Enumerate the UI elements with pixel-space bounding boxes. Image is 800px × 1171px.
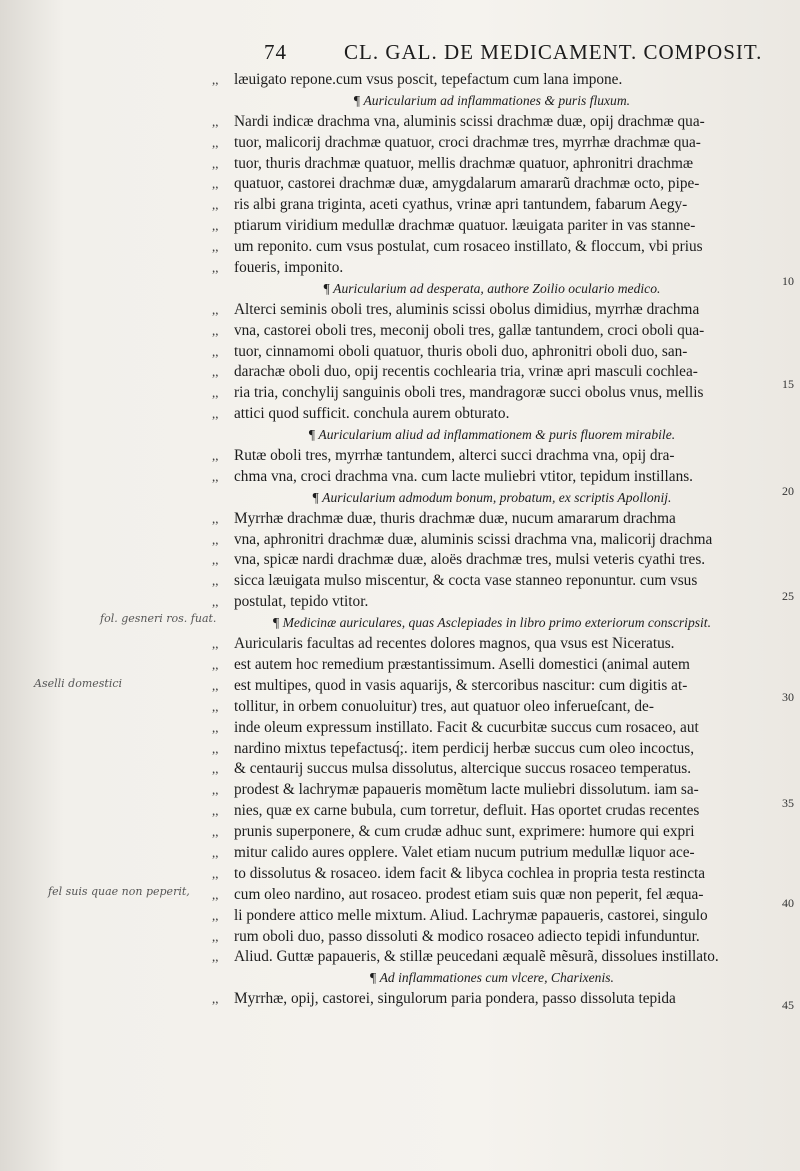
margin-note: fel suis quae non peperit, (48, 885, 190, 898)
line-text: inde oleum expressum instillato. Facit & cucurbitæ succus cum rosaceo, aut (234, 718, 699, 736)
text-line (212, 843, 772, 864)
quotation-mark: ,, (212, 949, 219, 965)
text-line (212, 362, 772, 383)
line-number: 25 (782, 589, 794, 603)
page-number: 74 (264, 40, 287, 64)
text-line (212, 154, 772, 175)
line-text: prodest & lachrymæ papaueris momẽtum lacte muliebri dissolutum. iam sa- (234, 781, 699, 799)
quotation-mark: ,, (212, 260, 219, 276)
line-text: chma vna, croci drachma vna. cum lacte muliebri vtitor, tepidum instillans. (234, 467, 694, 485)
quotation-mark: ,, (212, 406, 219, 422)
text-line (212, 300, 772, 321)
line-text: prunis superponere, & cum crudæ adhuc sunt, exprimere: humore qui expri (234, 823, 695, 841)
text-line (212, 718, 772, 739)
quotation-mark: ,, (212, 719, 219, 735)
quotation-mark: ,, (212, 301, 219, 317)
quotation-mark: ,, (212, 468, 219, 484)
quotation-mark: ,, (212, 803, 219, 819)
quotation-mark: ,, (212, 322, 219, 338)
line-text: quatuor, castorei drachmæ duæ, amygdalarum amararũ drachmæ octo, pipe- (234, 175, 700, 193)
text-block (212, 70, 772, 1110)
text-line (212, 592, 772, 613)
quotation-mark: ,, (212, 364, 219, 380)
line-number: 40 (782, 896, 794, 910)
quotation-mark: ,, (212, 552, 219, 568)
line-text: ris albi grana triginta, aceti cyathus, vrinæ apri tantundem, fabarum Aegy- (234, 196, 688, 214)
text-line (212, 112, 772, 133)
line-text: tuor, cinnamomi oboli quatuor, thuris oboli duo, aphronitri oboli duo, san- (234, 342, 688, 360)
text-line (212, 739, 772, 760)
line-number: 10 (782, 274, 794, 288)
line-text: Aliud. Guttæ papaueris, & stillæ peucedani æqualẽ mẽsurã, dissolues instillato. (234, 948, 719, 966)
text-line (212, 404, 772, 425)
quotation-mark: ,, (212, 677, 219, 693)
quotation-mark: ,, (212, 573, 219, 589)
text-line (212, 258, 772, 279)
quotation-mark: ,, (212, 824, 219, 840)
quotation-mark: ,, (212, 239, 219, 255)
line-number: 30 (782, 690, 794, 704)
line-text: tollitur, in orbem conuoluitur) tres, aut quatuor oleo inferueſcant, de- (234, 697, 654, 715)
line-number: 15 (782, 377, 794, 391)
quotation-mark: ,, (212, 72, 219, 87)
heading-text: Auricularium admodum bonum, probatum, ex scriptis Apollonij. (322, 489, 672, 505)
quotation-mark: ,, (212, 531, 219, 547)
line-text: foueris, imponito. (234, 259, 344, 277)
heading-text: Auricularium aliud ad inflammationem & puris fluorem mirabile. (318, 427, 676, 443)
section-heading (212, 91, 772, 112)
quotation-mark: ,, (212, 218, 219, 234)
text-line (212, 676, 772, 697)
pilcrow-icon: ¶ (370, 970, 380, 986)
line-text: postulat, tepido vtitor. (234, 593, 369, 611)
quotation-mark: ,, (212, 991, 219, 1007)
line-text: Myrrhæ, opij, castorei, singulorum paria pondera, passo dissoluta tepida (234, 990, 676, 1008)
text-line (212, 530, 772, 551)
line-text: tuor, thuris drachmæ quatuor, mellis drachmæ quatuor, aphronitri drachmæ (234, 154, 694, 172)
line-text: tuor, malicorij drachmæ quatuor, croci drachmæ tres, myrrhæ drachmæ qua- (234, 133, 701, 151)
quotation-mark: ,, (212, 134, 219, 150)
text-line (212, 634, 772, 655)
line-text: ria tria, conchylij sanguinis oboli tres, mandragoræ succi obolus vnus, mellis (234, 384, 704, 402)
line-text: Alterci seminis oboli tres, aluminis scissi obolus dimidius, myrrhæ drachma (234, 300, 700, 318)
line-text: to dissolutus & rosaceo. idem facit & libyca cochlea in propria testa restincta (234, 864, 706, 882)
text-line (212, 550, 772, 571)
quotation-mark: ,, (212, 886, 219, 902)
line-text: rum oboli duo, passo dissoluti & modico rosaceo adiecto tepidi infunduntur. (234, 927, 700, 945)
text-line (212, 321, 772, 342)
line-number: 45 (782, 998, 794, 1012)
text-line (212, 759, 772, 780)
text-line (212, 383, 772, 404)
line-number: 35 (782, 796, 794, 810)
pilcrow-icon: ¶ (273, 615, 283, 631)
text-line (212, 864, 772, 885)
text-line (212, 70, 772, 91)
text-line (212, 780, 772, 801)
section-heading (212, 613, 772, 634)
quotation-mark: ,, (212, 594, 219, 610)
pilcrow-icon: ¶ (323, 280, 334, 296)
running-header (236, 36, 796, 66)
text-line (212, 571, 772, 592)
line-text: Nardi indicæ drachma vna, aluminis scissi drachmæ duæ, opij drachmæ qua- (234, 112, 705, 130)
quotation-mark: ,, (212, 656, 219, 672)
running-title: CL. GAL. DE MEDICAMENT. COMPOSIT. (344, 40, 763, 64)
section-heading (212, 425, 772, 446)
quotation-mark: ,, (212, 761, 219, 777)
quotation-mark: ,, (212, 928, 219, 944)
quotation-mark: ,, (212, 385, 219, 401)
quotation-mark: ,, (212, 865, 219, 881)
text-line (212, 446, 772, 467)
text-line (212, 801, 772, 822)
line-text: Myrrhæ drachmæ duæ, thuris drachmæ duæ, nucum amararum drachma (234, 509, 676, 527)
quotation-mark: ,, (212, 698, 219, 714)
margin-note: fol. gesneri ros. fuat. (100, 612, 217, 625)
heading-text: Medicinæ auriculares, quas Asclepiades in libro primo exteriorum conscripsit. (282, 615, 711, 631)
line-text: um reponito. cum vsus postulat, cum rosaceo instillato, & floccum, vbi prius (234, 238, 703, 256)
line-text: vna, aphronitri drachmæ duæ, aluminis scissi drachma vna, malicorij drachma (234, 530, 713, 548)
text-line (212, 133, 772, 154)
quotation-mark: ,, (212, 113, 219, 129)
text-line (212, 174, 772, 195)
quotation-mark: ,, (212, 343, 219, 359)
quotation-mark: ,, (212, 782, 219, 798)
text-line (212, 237, 772, 258)
line-text: sicca læuigata mulso miscentur, & cocta vase stanneo reponuntur. cum vsus (234, 572, 698, 590)
quotation-mark: ,, (212, 155, 219, 171)
quotation-mark: ,, (212, 510, 219, 526)
line-text: cum oleo nardino, aut rosaceo. prodest etiam suis quæ non peperit, fel æqua- (234, 885, 704, 903)
pilcrow-icon: ¶ (308, 427, 319, 443)
heading-text: Ad inflammationes cum vlcere, Charixenis. (379, 970, 614, 986)
text-line (212, 216, 772, 237)
quotation-mark: ,, (212, 197, 219, 213)
line-text: est multipes, quod in vasis aquarijs, & stercoribus nascitur: cum digitis at- (234, 676, 688, 694)
section-heading (212, 968, 772, 989)
quotation-mark: ,, (212, 740, 219, 756)
quotation-mark: ,, (212, 176, 219, 192)
text-line (212, 467, 772, 488)
section-heading (212, 279, 772, 300)
line-text: nardino mixtus tepefactusq́;. item perdicij herbæ succus cum oleo incoctus, (234, 739, 695, 757)
line-text: læuigato repone.cum vsus poscit, tepefactum cum lana impone. (234, 71, 623, 88)
line-text: Auricularis facultas ad recentes dolores magnos, qua vsus est Niceratus. (234, 635, 675, 653)
text-line (212, 822, 772, 843)
line-number: 20 (782, 484, 794, 498)
text-line (212, 947, 772, 968)
margin-note: Aselli domestici (34, 677, 123, 690)
quotation-mark: ,, (212, 448, 219, 464)
quotation-mark: ,, (212, 636, 219, 652)
line-text: vna, castorei oboli tres, meconij oboli tres, gallæ tantundem, croci oboli qua- (234, 321, 705, 339)
line-text: vna, spicæ nardi drachmæ duæ, aloës drachmæ tres, mulsi veteris cyathi tres. (234, 551, 706, 569)
quotation-mark: ,, (212, 907, 219, 923)
line-text: mitur calido aures opplere. Valet etiam nucum putrium medullæ liquor ace- (234, 843, 695, 861)
text-line (212, 927, 772, 948)
heading-text: Auricularium ad inflammationes & puris fluxum. (363, 92, 631, 108)
line-text: & centaurij succus mulsa dissolutus, altercique succus rosaceo temperatus. (234, 760, 692, 778)
line-text: Rutæ oboli tres, myrrhæ tantundem, alterci succi drachma vna, opij dra- (234, 447, 675, 465)
line-text: li pondere attico melle mixtum. Aliud. Lachrymæ papaueris, castorei, singulo (234, 906, 708, 924)
line-text: est autem hoc remedium præstantissimum. Aselli domestici (animal autem (234, 655, 690, 673)
line-text: darachæ oboli duo, opij recentis cochlearia tria, vrinæ apri masculi cochlea- (234, 363, 698, 381)
text-line (212, 342, 772, 363)
quotation-mark: ,, (212, 844, 219, 860)
pilcrow-icon: ¶ (353, 92, 364, 108)
line-text: ptiarum viridium medullæ drachmæ quatuor. læuigata pariter in vas stanne- (234, 217, 696, 235)
text-line (212, 509, 772, 530)
text-line (212, 655, 772, 676)
section-heading (212, 488, 772, 509)
text-line (212, 989, 772, 1010)
heading-text: Auricularium ad desperata, authore Zoilio oculario medico. (333, 280, 661, 296)
text-line (212, 195, 772, 216)
line-text: nies, quæ ex carne bubula, cum torretur, defluit. Has oportet crudas recentes (234, 802, 700, 820)
text-line (212, 885, 772, 906)
pilcrow-icon: ¶ (312, 489, 323, 505)
text-line (212, 906, 772, 927)
line-text: attici quod sufficit. conchula aurem obturato. (234, 405, 510, 423)
text-line (212, 697, 772, 718)
